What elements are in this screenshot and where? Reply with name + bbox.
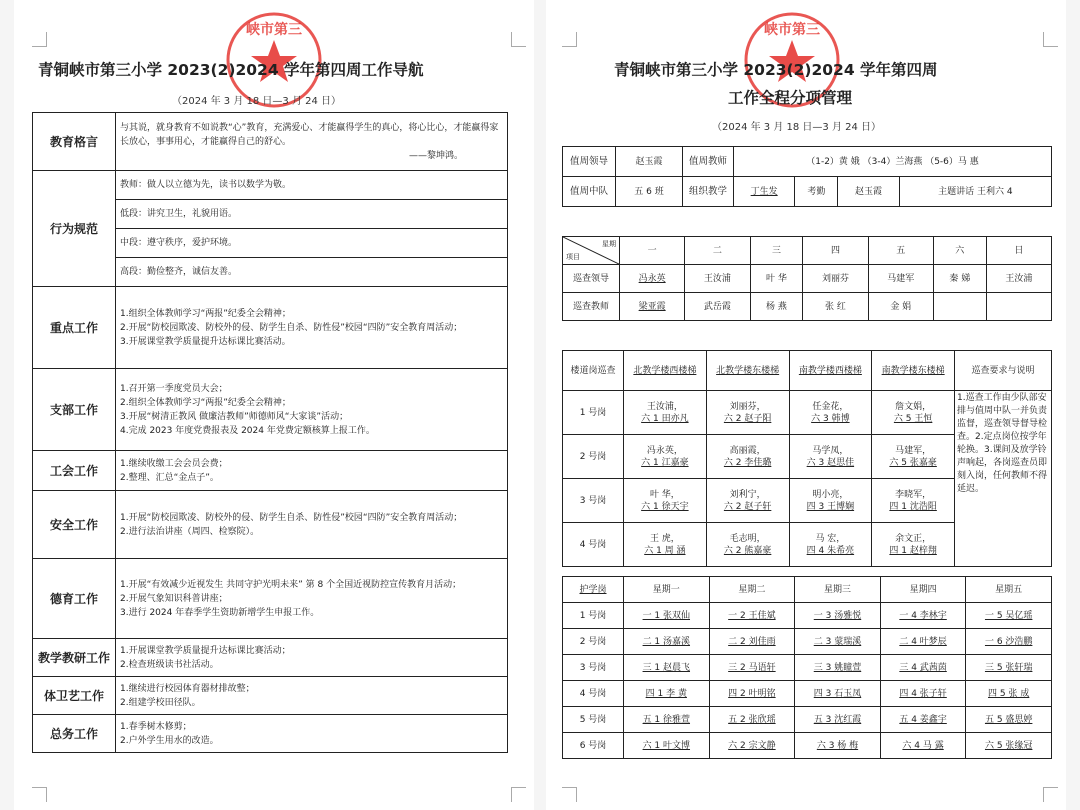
stairs-cell-line: 冯永英， [646,445,683,456]
nav-content: 高段：勤俭整齐，诚信友善。 [116,258,508,287]
nav-line: 3.进行 2024 年春季学生资助新增学生申报工作。 [120,607,320,618]
stairs-cell-line: 王 虎， [649,533,680,544]
guard-cell: 二 4 叶梦辰 [880,629,966,655]
stairs-cell-line: 六 1 周 涵 [644,545,686,556]
duty-teachers: （1-2）黄 娥 （3-4）兰海燕 （5-6）马 惠 [734,147,1052,177]
nav-content [116,113,508,171]
nav-row [33,451,508,491]
nav-content [116,715,508,753]
stairs-cell-line: 六 1 徐天宇 [641,501,689,512]
stairs-post: 2 号岗 [563,435,624,479]
stairs-cell-line: 六 3 赵思佳 [806,457,855,468]
patrol-teacher-cell [986,293,1051,321]
nav-content [116,559,508,639]
stairs-row [563,391,1052,435]
nav-line: 2.开展气象知识科普讲座； [120,593,228,604]
stairs-header: 楼道岗巡查 [563,351,624,391]
nav-line: 与其说，就身教育不如说教“心”教育，充满爱心、才能赢得学生的真心，将心比心，才能赢得家长放心，事事用心，才能赢得自己的舒心。 [120,122,499,147]
nav-category: 教育格言 [33,113,116,171]
stairs-cell [624,435,707,479]
patrol-leader-cell: 王汝浦 [685,265,750,293]
patrol-teacher-cell: 梁亚霞 [620,293,685,321]
stairs-header: 巡查要求与说明 [955,351,1052,391]
work-navigation-table [32,112,508,753]
nav-category: 支部工作 [33,369,116,451]
stairs-cell [706,523,789,567]
duty-class-label: 值周中队 [563,177,616,207]
stairs-patrol-table [562,350,1052,567]
nav-content [116,451,508,491]
nav-row [33,491,508,559]
nav-category: 总务工作 [33,715,116,753]
guard-post: 3 号岗 [563,655,624,681]
stairs-cell-line: 马建军， [895,445,932,456]
guard-post: 5 号岗 [563,707,624,733]
nav-row [33,677,508,715]
stairs-cell [789,523,872,567]
patrol-leader-cell: 秦 娣 [933,265,986,293]
right-page [546,0,1066,810]
nav-category: 工会工作 [33,451,116,491]
nav-category: 重点工作 [33,287,116,369]
stairs-header: 北教学楼东楼梯 [706,351,789,391]
patrol-teacher-label: 巡查教师 [563,293,620,321]
guard-cell: 三 1 赵晨飞 [624,655,710,681]
weekday-header: 一 [620,237,685,265]
nav-line: 2.整理、汇总“金点子”。 [120,472,219,483]
stairs-cell-line: 六 1 田亦凡 [641,413,689,424]
nav-content: 中段：遵守秩序，爱护环境。 [116,229,508,258]
nav-content [116,287,508,369]
stairs-post: 1 号岗 [563,391,624,435]
weekday-header: 四 [803,237,868,265]
guard-cell: 一 5 吴亿瑶 [966,603,1052,629]
guard-cell: 一 3 汤雅悦 [795,603,881,629]
guard-header: 星期五 [966,577,1052,603]
guard-cell: 五 2 张欣瑶 [709,707,795,733]
stairs-cell-line: 六 2 赵子阳 [723,413,772,424]
guard-cell: 四 4 张子轩 [880,681,966,707]
patrol-leader-label: 巡查领导 [563,265,620,293]
guard-post: 2 号岗 [563,629,624,655]
guard-cell: 二 2 刘佳雨 [709,629,795,655]
nav-line: 1.开展“防校园欺凌、防校外的侵、防学生自杀、防性侵”校园“四防”安全教育周活动； [120,512,463,523]
nav-content: 低段：讲究卫生，礼貌用语。 [116,200,508,229]
guard-cell: 一 2 王佳斌 [709,603,795,629]
stairs-cell-line: 六 2 熊嘉豪 [723,545,772,556]
duty-class: 五 6 班 [616,177,683,207]
weekday-header: 日 [986,237,1051,265]
patrol-teacher-cell: 杨 燕 [750,293,803,321]
nav-line: 1.召开第一季度党员大会； [120,383,228,394]
guard-cell: 三 5 张轩瑞 [966,655,1052,681]
guard-cell: 四 2 叶明铭 [709,681,795,707]
stairs-cell [624,391,707,435]
nav-row [33,171,508,200]
stairs-header: 北教学楼西楼梯 [624,351,707,391]
guard-row [563,603,1052,629]
duty-leader: 赵玉霞 [616,147,683,177]
stairs-cell-line: 四 4 朱希亮 [806,545,855,556]
stairs-cell-line: 六 2 李佳璐 [723,457,772,468]
stairs-cell-line: 六 3 韩博 [811,413,850,424]
stairs-cell [624,523,707,567]
nav-line: 1.继续收缴工会会员会费； [120,458,228,469]
stairs-cell-line: 任金花， [812,401,849,412]
guard-post-table [562,576,1052,759]
guard-cell: 五 1 徐雅萱 [624,707,710,733]
stairs-cell [789,479,872,523]
nav-line: 1.开展课堂教学质量提升达标课比赛活动； [120,645,291,656]
guard-cell: 二 1 汤嘉溪 [624,629,710,655]
guard-cell: 四 3 石玉凤 [795,681,881,707]
guard-header: 星期一 [624,577,710,603]
patrol-teacher-cell: 金 娟 [868,293,933,321]
nav-category: 体卫艺工作 [33,677,116,715]
nav-line: 2.开展“防校园欺凌、防校外的侵、防学生自杀、防性侵”校园“四防”安全教育周活动； [120,322,463,333]
patrol-leader-cell: 刘丽芬 [803,265,868,293]
nav-category: 行为规范 [33,171,116,287]
stairs-cell-line: 六 2 赵子轩 [723,501,772,512]
guard-cell: 二 3 蒙瑞溪 [795,629,881,655]
nav-content [116,639,508,677]
guard-row [563,629,1052,655]
guard-header: 星期四 [880,577,966,603]
nav-row [33,113,508,171]
guard-cell: 三 3 姚瞳萱 [795,655,881,681]
weekday-header: 三 [750,237,803,265]
nav-line: 2.进行法治讲座（周四、检察院）。 [120,526,260,537]
guard-cell: 六 5 张缘冠 [966,733,1052,759]
nav-line: 1.继续进行校园体育器材排故整； [120,683,255,694]
nav-row [33,287,508,369]
patrol-week-table [562,236,1052,321]
nav-line: 3.开展课堂教学质量提升达标课比赛活动。 [120,336,291,347]
nav-content: 教师：做人以立德为先，读书以数学为敬。 [116,171,508,200]
nav-line: ——黎坤鸿。 [408,150,463,161]
duty-teacher-label: 值周教师 [683,147,734,177]
stairs-cell [872,523,955,567]
nav-line: 4.完成 2023 年度党费报表及 2024 年党费定额核算上报工作。 [120,425,375,436]
weekday-header: 二 [685,237,750,265]
stairs-cell-line: 六 5 王恒 [893,413,933,424]
guard-header: 护学岗 [563,577,624,603]
left-date: （2024 年 3 月 18 日—3 月 24 日） [172,96,342,107]
stairs-cell [789,435,872,479]
nav-line: 1.春季树木修剪； [120,721,192,732]
patrol-teacher-cell: 武岳霞 [685,293,750,321]
duty-leader-label: 值周领导 [563,147,616,177]
stairs-cell [872,479,955,523]
guard-post: 1 号岗 [563,603,624,629]
stairs-cell-line: 李晓军， [895,489,932,500]
guard-row [563,681,1052,707]
guard-header-row [563,577,1052,603]
right-title-line1: 青铜峡市第三小学 2023(2)2024 学年第四周 [614,61,938,79]
guard-row [563,655,1052,681]
stairs-cell-line: 四 1 沈浩阳 [889,501,937,512]
stairs-cell [872,391,955,435]
patrol-leader-cell: 马建军 [868,265,933,293]
nav-row [33,369,508,451]
guard-cell: 一 4 李林宇 [880,603,966,629]
diag-header-cell: 星期 项目 [563,237,620,265]
org-label: 组织教学 [683,177,734,207]
patrol-leader-cell: 王汝浦 [986,265,1051,293]
guard-post: 6 号岗 [563,733,624,759]
guard-cell: 一 1 张双仙 [624,603,710,629]
guard-row [563,707,1052,733]
patrol-teacher-cell [933,293,986,321]
guard-cell: 六 1 叶文博 [624,733,710,759]
stairs-cell-line: 余文正， [895,533,932,544]
guard-cell: 六 4 马 露 [880,733,966,759]
stairs-cell-line: 马学凤， [812,445,849,456]
stairs-header: 南教学楼西楼梯 [789,351,872,391]
nav-line: 1.组织全体教师学习“两报”纪委全会精神； [120,308,291,319]
nav-content [116,677,508,715]
stairs-cell [706,435,789,479]
patrol-teacher-cell: 张 红 [803,293,868,321]
stairs-header-row [563,351,1052,391]
stairs-cell [789,391,872,435]
guard-cell: 五 5 盛思婷 [966,707,1052,733]
guard-cell: 五 3 沈红霞 [795,707,881,733]
stairs-cell-line: 刘利宁， [729,489,766,500]
patrol-leader-cell: 冯永英 [620,265,685,293]
stairs-header: 南教学楼东楼梯 [872,351,955,391]
nav-line: 2.户外学生用水的改造。 [120,735,219,746]
nav-content [116,369,508,451]
stairs-cell-line: 刘丽芬， [729,401,766,412]
left-page [14,0,534,810]
nav-line: 3.开展“树清正教风 做廉洁教师”师德师风“大家谈”活动； [120,411,349,422]
duty-table [562,146,1052,207]
nav-category: 德育工作 [33,559,116,639]
stairs-post: 3 号岗 [563,479,624,523]
guard-cell: 一 6 沙浩鹏 [966,629,1052,655]
stairs-cell-line: 马 宏， [815,533,846,544]
stairs-cell-line: 四 1 赵梓翔 [889,545,937,556]
guard-cell: 五 4 姜鑫宇 [880,707,966,733]
stairs-cell-line: 毛志明， [729,533,766,544]
nav-line: 2.组织全体教师学习“两报”纪委全会精神； [120,397,291,408]
nav-line: 1.开展“有效减少近视发生 共同守护光明未来” 第 8 个全国近视防控宣传教育月活动； [120,579,462,590]
topic-cell: 主题讲话 王利六 4 [899,177,1051,207]
stairs-cell-line: 四 3 王博娴 [806,501,855,512]
exam-label: 考勤 [795,177,838,207]
patrol-leader-cell: 叶 华 [750,265,803,293]
stairs-cell-line: 叶 华， [649,489,680,500]
guard-cell: 四 1 李 黄 [624,681,710,707]
nav-row [33,559,508,639]
stairs-cell [624,479,707,523]
guard-header: 星期二 [709,577,795,603]
guard-cell: 六 2 宗文静 [709,733,795,759]
stairs-cell-line: 六 1 江嘉豪 [641,457,689,468]
nav-row [33,639,508,677]
stairs-cell-line: 詹文娟， [895,401,932,412]
stairs-cell-line: 六 5 张嘉豪 [889,457,937,468]
nav-category: 安全工作 [33,491,116,559]
guard-cell: 四 5 张 成 [966,681,1052,707]
guard-row [563,733,1052,759]
stairs-cell-line: 高丽霞， [729,445,766,456]
guard-header: 星期三 [795,577,881,603]
exam-value: 赵玉霞 [838,177,899,207]
guard-cell: 三 4 武茜茵 [880,655,966,681]
stairs-cell [872,435,955,479]
stairs-cell [706,479,789,523]
stairs-note: 1.巡查工作由少队部安排与值周中队一并负责监督，巡查领导督导检查。2.定点岗位按学年轮换。3.课间及放学铃声响起，各岗巡查员即刻入岗，任何教师不得延迟。 [955,391,1052,567]
guard-cell: 六 3 杨 梅 [795,733,881,759]
stairs-cell-line: 明小亮， [812,489,849,500]
nav-content [116,491,508,559]
left-title: 青铜峡市第三小学 2023(2)2024 学年第四周工作导航 [38,61,424,79]
stairs-cell-line: 王汝浦， [646,401,683,412]
org-value: 丁生发 [734,177,795,207]
nav-row [33,715,508,753]
weekday-header: 六 [933,237,986,265]
right-title-line2: 工作全程分项管理 [728,89,853,107]
svg-text:峡市第三: 峡市第三 [764,22,820,38]
stairs-cell [706,391,789,435]
nav-category: 教学教研工作 [33,639,116,677]
nav-line: 2.组建学校田径队。 [120,697,201,708]
svg-text:峡市第三: 峡市第三 [246,22,302,38]
right-date: （2024 年 3 月 18 日—3 月 24 日） [712,122,882,133]
stairs-post: 4 号岗 [563,523,624,567]
guard-post: 4 号岗 [563,681,624,707]
nav-line: 2.检查班级读书社活动。 [120,659,219,670]
weekday-header: 五 [868,237,933,265]
guard-cell: 三 2 马语轩 [709,655,795,681]
